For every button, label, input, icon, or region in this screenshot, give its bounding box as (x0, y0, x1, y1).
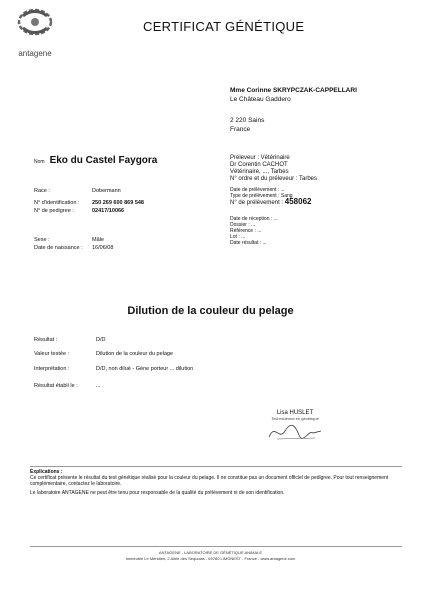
id-label: N° d'identification : (34, 200, 80, 206)
logo-mark-icon (10, 6, 60, 42)
sample-l6: Type de prélèvement : Sang (230, 193, 293, 199)
dog-name-label: Nom (34, 159, 45, 165)
footer-divider (30, 546, 402, 547)
recipient-name: Mme Corinne SKRYPCZAK-CAPPELLARI (230, 87, 357, 94)
signatory-role: Technicienne en génétique (271, 416, 319, 421)
sample-no-label: N° de prélèvement : (230, 200, 284, 206)
recipient-block (230, 86, 357, 134)
sample-l9: Dossier : ... (230, 222, 256, 228)
explanations-title: Explications : (30, 469, 63, 475)
sample-l11: Lot : ... (230, 234, 246, 240)
footer-line2: Immeuble Le Méridien, 2 Allée des Séquoias - 69760 LIMONEST - France - www.antagene.com (125, 555, 296, 561)
dog-name-row (34, 155, 157, 166)
sample-l12: Date résultat : ... (230, 240, 267, 246)
result-value: Dilution de la couleur du pelage (96, 351, 174, 357)
pedigree-label: N° de pedigree : (34, 208, 74, 214)
sample-no-value: 458062 (284, 197, 312, 206)
signatory-name: Lisa HUSLET (276, 410, 314, 416)
explanations-p1: Ce certificat présente le résultat du test génétique réalisé pour la couleur du pelage. Il ne constitue pas un document officiel de pedigree. Pour tout renseignement complémentaire, contactez le laboratoire. (30, 475, 389, 487)
footer (0, 550, 421, 561)
explanations-p2: Le laboratoire ANTAGENE ne peut être tenu pour responsable de la qualité du prélèvement ni de son identification. (30, 490, 285, 496)
dog-name: Eko du Castel Faygora (49, 155, 158, 166)
signature-scribble-icon (265, 421, 325, 443)
dog-details-2 (34, 236, 113, 252)
sample-l1: Préleveur : Vétérinaire (230, 155, 290, 161)
brand-name: antagene (18, 49, 52, 58)
result-value: ... (96, 383, 101, 389)
sample-l5: Date de prélèvement : ... (230, 187, 285, 193)
result-label: Interprétation : (34, 366, 70, 372)
page-title: CERTIFICAT GÉNÉTIQUE (143, 19, 305, 34)
pedigree-value: 02417/10066 (92, 208, 125, 214)
sample-l2: Dr Corentin CACHOT (230, 162, 288, 168)
sample-l4: N° ordre et du préleveur : Tarbes (230, 176, 317, 182)
recipient-line4: France (230, 126, 251, 133)
footer-line1: ANTAGENE - LABORATOIRE DE GÉNÉTIQUE ANIMALE (158, 550, 263, 555)
logo (10, 6, 60, 58)
dog-details (34, 187, 144, 215)
birth-label: Date de naissance : (34, 245, 83, 251)
sample-l10: Référence : ... (230, 228, 262, 234)
explanations (30, 469, 402, 496)
sex-value: Mâle (92, 237, 104, 243)
race-label: Race : (34, 188, 50, 194)
divider (30, 466, 402, 467)
result-value: D/D, non dilué - Gène porteur ... dilution (96, 366, 194, 372)
section-title: Dilution de la couleur du pelage (127, 305, 294, 317)
sample-l3: Vétérinaire, ..., Tarbes (230, 169, 289, 175)
sample-block-2 (230, 187, 311, 206)
result-row (34, 366, 193, 372)
result-row (34, 383, 101, 389)
id-value: 250 269 600 869 548 (92, 200, 144, 206)
signature-block (255, 410, 335, 448)
sex-label: Sexe : (34, 237, 50, 243)
sample-block-3 (230, 216, 278, 246)
recipient-line2: Le Château Gaddero (230, 96, 291, 103)
recipient-line3: 2 220 Sains (230, 117, 265, 124)
sample-l8: Date de réception : ... (230, 216, 278, 222)
result-value: D/D (96, 337, 106, 343)
result-label: Résultat établi le : (34, 383, 78, 389)
result-row (34, 337, 105, 343)
result-row (34, 351, 173, 357)
race-value: Dobermann (92, 188, 121, 194)
result-label: Résultat : (34, 337, 58, 343)
sample-block (230, 155, 317, 183)
result-label: Valeur testée : (34, 351, 70, 357)
birth-value: 16/06/08 (92, 245, 114, 251)
